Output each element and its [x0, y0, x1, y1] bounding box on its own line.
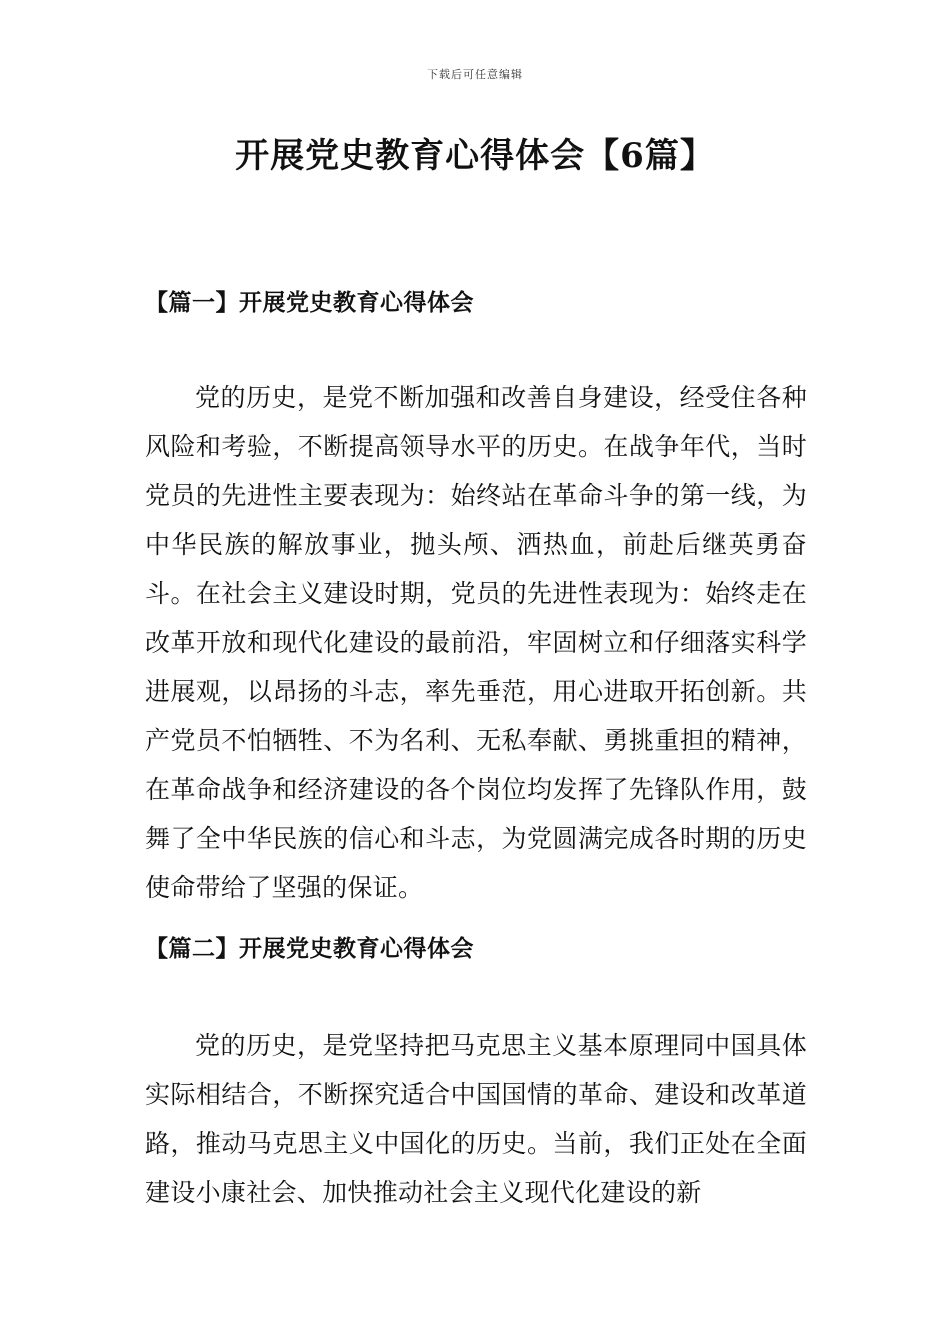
document-title: 开展党史教育心得体会【6篇】 [235, 136, 715, 176]
section-heading-2: 【篇二】开展党史教育心得体会 [145, 935, 474, 962]
section-body-2: 党的历史，是党坚持把马克思主义基本原理同中国具体实际相结合，不断探究适合中国国情的革命、建设和改革道路，推动马克思主义中国化的历史。当前，我们正处在全面建设小康社会、加快推动社会主义现代化建设的新 [145, 1031, 807, 1207]
header-note: 下载后可任意编辑 [427, 68, 523, 81]
section-body-1: 党的历史，是党不断加强和改善自身建设，经受住各种风险和考验，不断提高领导水平的历史。在战争年代，当时党员的先进性主要表现为：始终站在革命斗争的第一线，为中华民族的解放事业，抛头颅、洒热血，前赴后继英勇奋斗。在社会主义建设时期，党员的先进性表现为：始终走在改革开放和现代化建设的最前沿，牢固树立和仔细落实科学进展观，以昂扬的斗志，率先垂范，用心进取开拓创新。共产党员不怕牺牲、不为名利、无私奉献、勇挑重担的精神，在革命战争和经济建设的各个岗位均发挥了先锋队作用，鼓舞了全中华民族的信心和斗志，为党圆满完成各时期的历史使命带给了坚强的保证。 [145, 383, 807, 902]
section-heading-1: 【篇一】开展党史教育心得体会 [145, 289, 474, 316]
